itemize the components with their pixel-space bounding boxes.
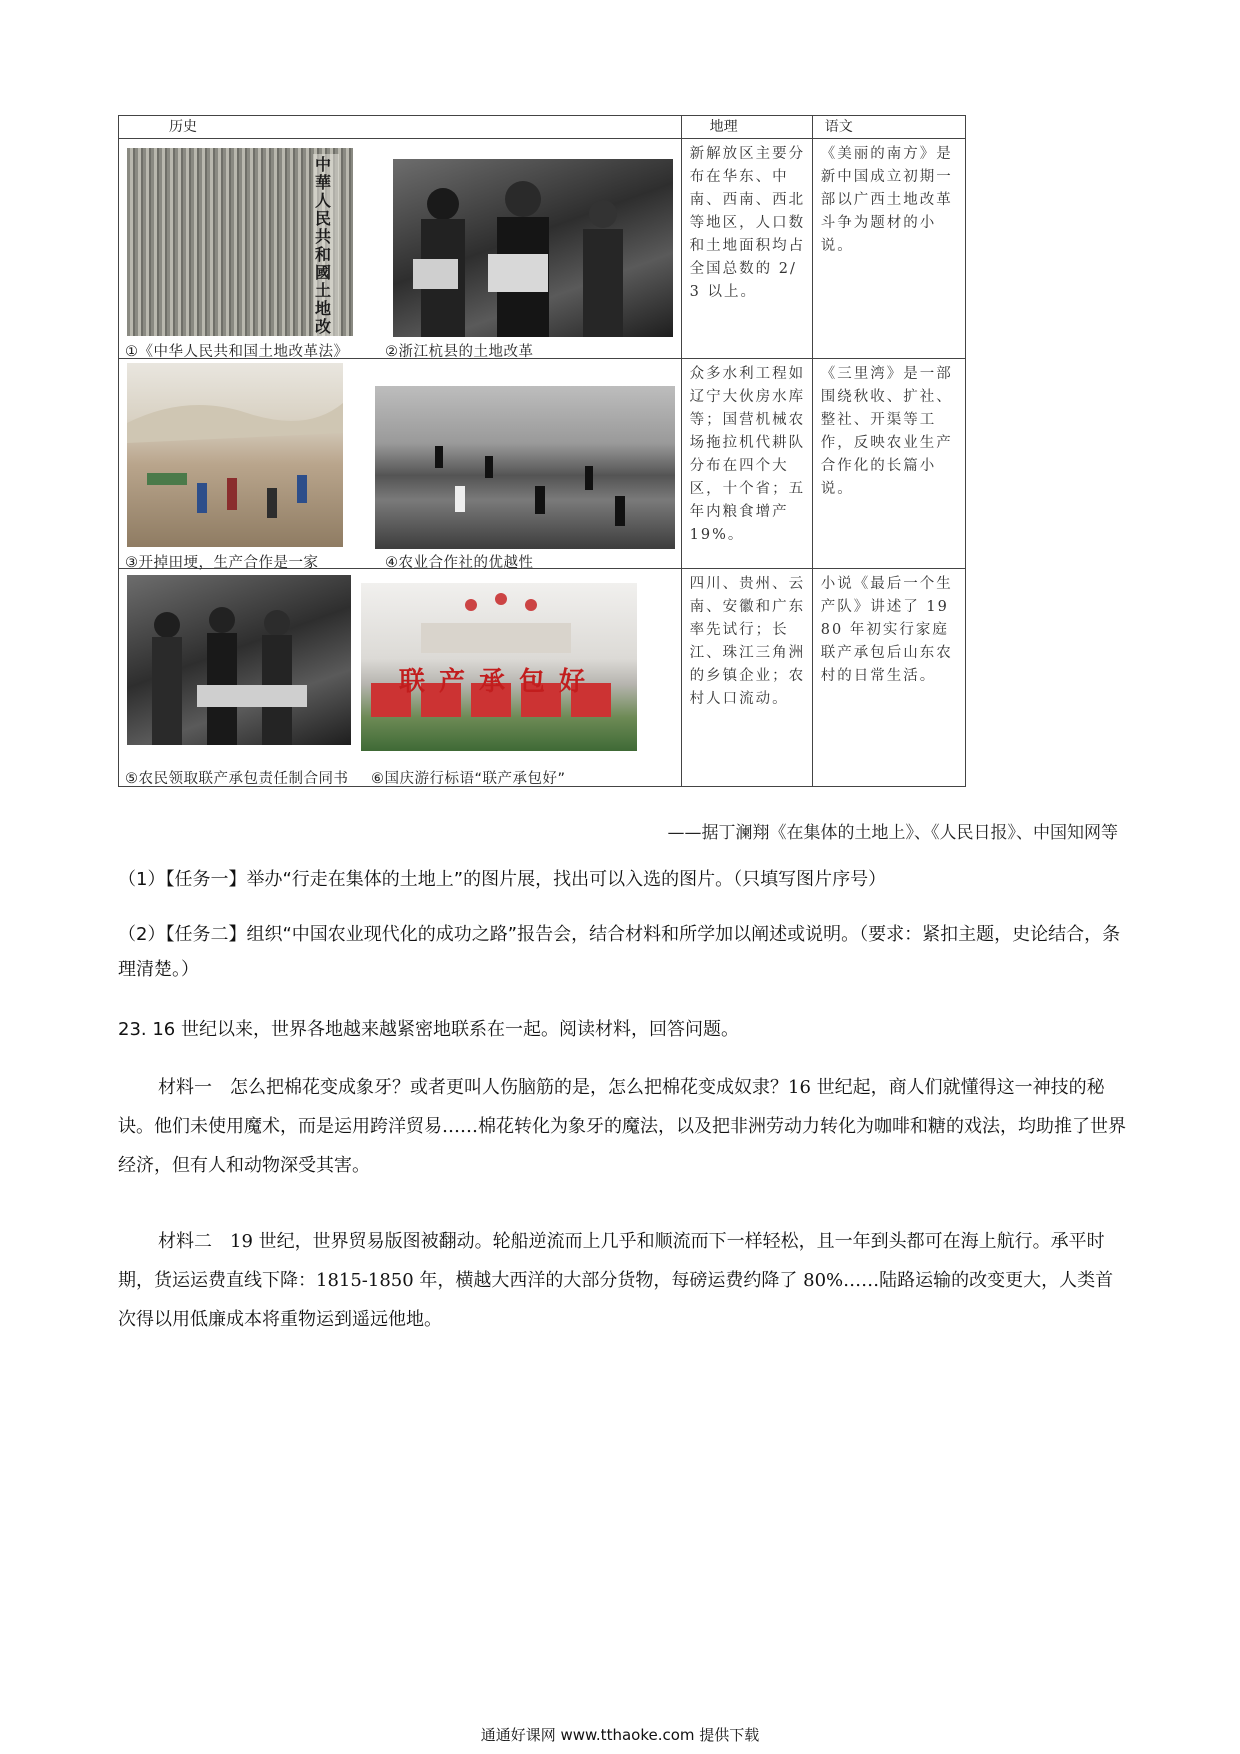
table-header-row <box>119 116 966 139</box>
photo-hangxian-land-reform <box>393 159 673 337</box>
history-cell <box>119 139 682 359</box>
geography-cell <box>681 359 812 569</box>
geography-cell <box>681 139 812 359</box>
material-one: 材料一 怎么把棉花变成象牙？或者更叫人伤脑筋的是，怎么把棉花变成奴隶？16 世纪起，商人们就懂得这一神技的秘诀。他们未使用魔术，而是运用跨洋贸易……棉花转化为象牙的魔法，以及把非洲劳动力转化为咖啡和糖的戏法，均助推了世界经济，但有人和动物深受其害。 <box>118 1077 1126 1176</box>
material-two: 材料二 19 世纪，世界贸易版图被翻动。轮船逆流而上几乎和顺流而下一样轻松，且一年到头都可在海上航行。承平时期，货运运费直线下降：1815-1850 年，横越大西洋的大部分货物，每磅运费约降了 80%……陆路运输的改变更大，人类首次得以用低廉成本将重物运到遥远他地。 <box>118 1231 1114 1330</box>
geography-text: 四川、贵州、云南、安徽和广东率先试行；长江、珠江三角洲的乡镇企业；农村人口流动。 <box>689 576 806 707</box>
table-row <box>119 569 966 787</box>
question-1: （1）【任务一】举办“行走在集体的土地上”的图片展，找出可以入选的图片。（只填写图片序号） <box>118 869 887 890</box>
geography-cell <box>681 569 812 787</box>
question-23-stem: 23. 16 世纪以来，世界各地越来越紧密地联系在一起。阅读材料，回答问题。 <box>118 1019 739 1040</box>
footer-download-note: 通通好课网 www.tthaoke.com 提供下载 <box>480 1726 760 1744</box>
table-row <box>119 139 966 359</box>
source-citation: ——据丁澜翔《在集体的土地上》、《人民日报》、中国知网等 <box>667 823 1118 843</box>
literature-cell <box>812 359 965 569</box>
literature-text: 《三里湾》是一部围绕秋收、扩社、整社、开渠等工作，反映农业生产合作化的长篇小说。 <box>820 366 953 497</box>
history-cell <box>119 359 682 569</box>
photo-national-day-parade <box>361 583 637 751</box>
photo-contract-signing <box>127 575 351 745</box>
table-row <box>119 359 966 569</box>
geography-text: 众多水利工程如辽宁大伙房水库等；国营机械农场拖拉机代耕队分布在四个大区，十个省；五年内粮食增产 19%。 <box>689 366 806 543</box>
literature-text: 小说《最后一个生产队》讲述了 1980 年初实行家庭联产承包后山东农村的日常生活。 <box>820 576 953 684</box>
geography-text: 新解放区主要分布在华东、中南、西南、西北等地区，人口数和土地面积均占全国总数的 2/3 以上。 <box>689 146 806 300</box>
caption-photo-4: ④农业合作社的优越性 <box>385 555 534 571</box>
caption-photo-3: ③开掉田埂，生产合作是一家 <box>125 555 319 571</box>
literature-cell <box>812 569 965 787</box>
caption-photo-6: ⑥国庆游行标语“联产承包好” <box>371 771 566 787</box>
history-cell <box>119 569 682 787</box>
literature-cell <box>812 139 965 359</box>
villagers-figures <box>127 575 351 745</box>
question-2: （2）【任务二】组织“中国农业现代化的成功之路”报告会，结合材料和所学加以阐述或说明。（要求：紧扣主题，史论结合，条理清楚。） <box>118 924 1121 980</box>
crowd-figures <box>393 159 673 337</box>
header-geography: 地理 <box>681 116 812 139</box>
law-title-vertical: 中華人民共和國土地改 <box>313 154 339 336</box>
farmers-painting <box>127 363 343 547</box>
photo-cooperative-field <box>375 386 675 549</box>
header-literature: 语文 <box>812 116 965 139</box>
parade-banner: 联产承包好 <box>398 667 599 697</box>
materials-table <box>118 115 966 787</box>
photo-land-reform-law <box>127 148 353 336</box>
caption-photo-5: ⑤农民领取联产承包责任制合同书 <box>125 771 349 787</box>
field-workers <box>375 386 675 549</box>
literature-text: 《美丽的南方》是新中国成立初期一部以广西土地改革斗争为题材的小说。 <box>820 146 953 254</box>
photo-cooperative-painting <box>127 363 343 547</box>
caption-photo-2: ②浙江杭县的土地改革 <box>385 344 534 360</box>
header-history: 历史 <box>119 116 682 139</box>
caption-photo-1: ①《中华人民共和国土地改革法》 <box>125 344 349 360</box>
